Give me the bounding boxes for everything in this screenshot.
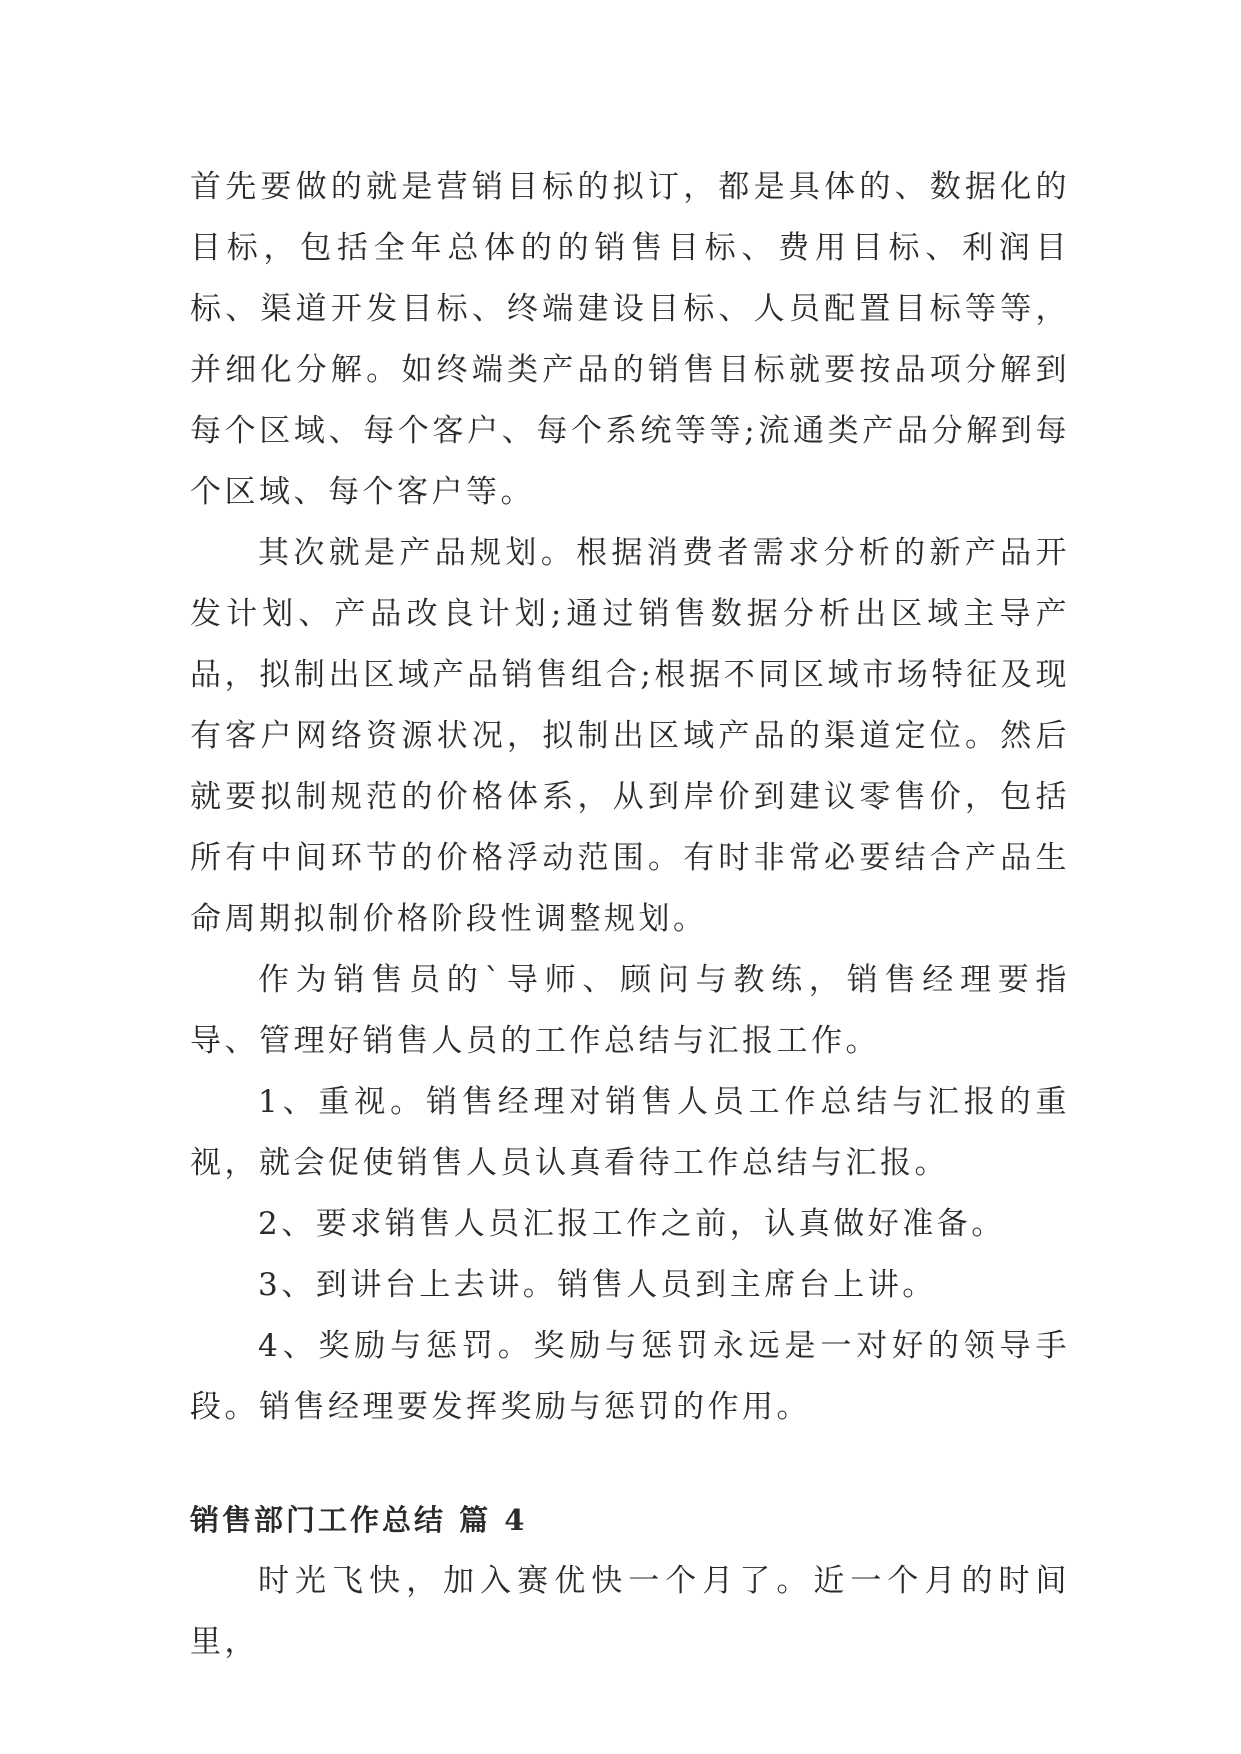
list-item-2: 2、要求销售人员汇报工作之前，认真做好准备。 (258, 1206, 1006, 1242)
section-heading: 销售部门工作总结 篇 4 (190, 1503, 528, 1537)
paragraph-sales-manager-role: 作为销售员的`导师、顾问与教练，销售经理要指导、管理好销售人员的工作总结与汇报工作。 (190, 962, 1070, 1059)
document-body (190, 157, 1070, 1673)
paragraph-section-4-intro: 时光飞快，加入赛优快一个月了。近一个月的时间里， (190, 1563, 1070, 1660)
list-item-3: 3、到讲台上去讲。销售人员到主席台上讲。 (258, 1267, 937, 1303)
list-item-1: 1、重视。销售经理对销售人员工作总结与汇报的重视，就会促使销售人员认真看待工作总结与汇报。 (190, 1084, 1070, 1181)
paragraph-marketing-goals: 首先要做的就是营销目标的拟订，都是具体的、数据化的目标，包括全年总体的的销售目标、费用目标、利润目标、渠道开发目标、终端建设目标、人员配置目标等等，并细化分解。如终端类产品的销售目标就要按品项分解到每个区域、每个客户、每个系统等等;流通类产品分解到每个区域、每个客户等。 (190, 169, 1070, 510)
list-item-4: 4、奖励与惩罚。奖励与惩罚永远是一对好的领导手段。销售经理要发挥奖励与惩罚的作用。 (190, 1328, 1070, 1425)
paragraph-product-planning: 其次就是产品规划。根据消费者需求分析的新产品开发计划、产品改良计划;通过销售数据分析出区域主导产品，拟制出区域产品销售组合;根据不同区域市场特征及现有客户网络资源状况，拟制出区域产品的渠道定位。然后就要拟制规范的价格体系，从到岸价到建议零售价，包括所有中间环节的价格浮动范围。有时非常必要结合产品生命周期拟制价格阶段性调整规划。 (190, 535, 1070, 937)
